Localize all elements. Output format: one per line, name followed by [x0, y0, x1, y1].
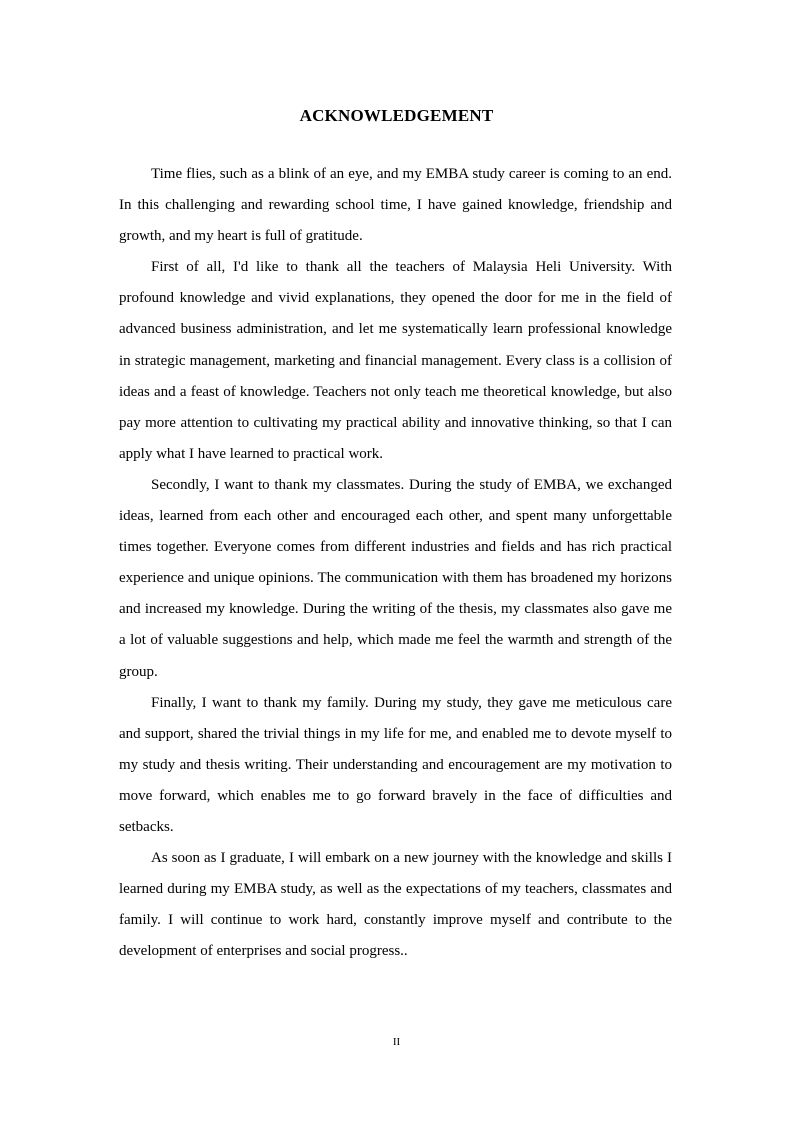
page-title: ACKNOWLEDGEMENT — [299, 106, 494, 125]
paragraph-intro: Time flies, such as a blink of an eye, and my EMBA study career is coming to an end. In this challenging and rewarding school time, I have gained knowledge, friendship and growth, and my heart is full of gratitude. — [119, 166, 672, 245]
paragraph-classmates: Secondly, I want to thank my classmates. During the study of EMBA, we exchanged ideas, learned from each other and encouraged each other, and spent many unforgettable times together. Everyone comes from different industries and fields and has rich practical experience and unique opinions. The communication with them has broadened my horizons and increased my knowledge. During the writing of the thesis, my classmates also gave me a lot of valuable suggestions and help, which made me feel the warmth and strength of the group. — [119, 476, 672, 680]
paragraph-teachers: First of all, I'd like to thank all the teachers of Malaysia Heli University. With profound knowledge and vivid explanations, they opened the door for me in the field of advanced business administration, and let me systematically learn professional knowledge in strategic management, marketing and financial management. Every class is a collision of ideas and a feast of knowledge. Teachers not only teach me theoretical knowledge, but also pay more attention to cultivating my practical ability and innovative thinking, so that I can apply what I have learned to practical work. — [119, 259, 672, 462]
paragraph-family: Finally, I want to thank my family. During my study, they gave me meticulous care and support, shared the trivial things in my life for me, and enabled me to devote myself to my study and thesis writing. Their understanding and encouragement are my motivation to move forward, which enables me to go forward bravely in the face of difficulties and setbacks. — [119, 694, 672, 835]
page-number: II — [392, 1036, 401, 1048]
acknowledgement-body — [119, 159, 672, 967]
paragraph-conclusion: As soon as I graduate, I will embark on a new journey with the knowledge and skills I learned during my EMBA study, as well as the expectations of my teachers, classmates and family. I will continue to work hard, constantly improve myself and contribute to the development of enterprises and social progress.. — [119, 850, 672, 960]
